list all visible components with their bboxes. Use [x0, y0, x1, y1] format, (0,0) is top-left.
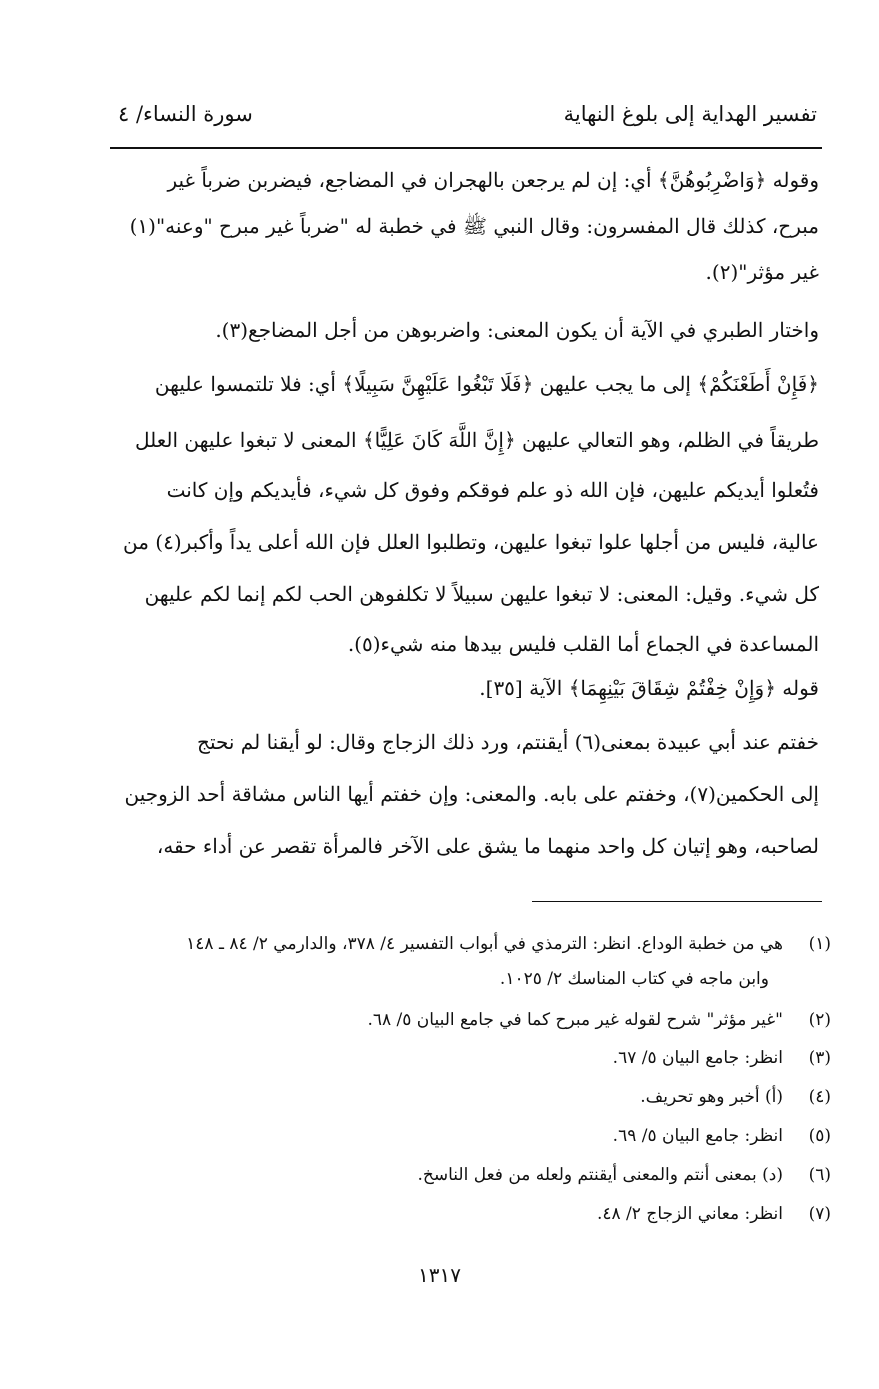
body-line: إلى الحكمين(٧)، وخفتم على بابه. والمعنى: وإن خفتم أيها الناس مشاقة أحد الزوجين — [124, 782, 819, 806]
footnote-number: (٢) — [808, 1010, 831, 1030]
body-line: فتُعلوا أيديكم عليهن، فإن الله ذو علم فوقكم وفوق كل شيء، فأيديكم وإن كانت — [166, 478, 819, 502]
body-line: كل شيء. وقيل: المعنى: لا تبغوا عليهن سبيلاً لا تكلفوهن الحب لكم إنما لكم عليهن — [144, 582, 819, 606]
footnote-number: (٥) — [808, 1126, 831, 1146]
body-line: مبرح، كذلك قال المفسرون: وقال النبي ﷺ في خطبة له "ضرباً غير مبرح "وعنه"(١) — [129, 214, 819, 238]
footnote-text: انظر: جامع البيان ٥/ ٦٧. — [612, 1048, 783, 1068]
page-number: ١٣١٧ — [418, 1263, 461, 1287]
footnote-text: (أ) أخبر وهو تحريف. — [640, 1087, 783, 1107]
footnote-text: هي من خطبة الوداع. انظر: الترمذي في أبواب التفسير ٤/ ٣٧٨، والدارمي ٢/ ٨٤ ـ ١٤٨ — [186, 934, 783, 954]
body-line: لصاحبه، وهو إتيان كل واحد منهما ما يشق على الآخر فالمرأة تقصر عن أداء حقه، — [156, 834, 819, 858]
footnote-1 — [71, 927, 831, 961]
footnote-number: (٦) — [808, 1165, 831, 1185]
footnote-4 — [71, 1080, 831, 1114]
footnote-5 — [71, 1119, 831, 1153]
footnote-text: (د) بمعنى أنتم والمعنى أيقنتم ولعله من فعل الناسخ. — [417, 1165, 783, 1185]
footnote-text: انظر: معاني الزجاج ٢/ ٤٨. — [596, 1204, 783, 1224]
footnote-number: (٣) — [808, 1048, 831, 1068]
footnote-number: (١) — [808, 934, 831, 954]
body-line: واختار الطبري في الآية أن يكون المعنى: واضربوهن من أجل المضاجع(٣). — [215, 318, 819, 342]
body-line: طريقاً في الظلم، وهو التعالي عليهن ﴿إِنَّ اللَّهَ كَانَ عَلِيًّا﴾ المعنى لا تبغوا عليهن العلل — [134, 428, 819, 452]
footnote-text: انظر: جامع البيان ٥/ ٦٩. — [612, 1126, 783, 1146]
footnote-2 — [71, 1003, 831, 1037]
body-line: ﴿فَإِنْ أَطَعْنَكُمْ﴾ إلى ما يجب عليهن ﴿فَلَا تَبْغُوا عَلَيْهِنَّ سَبِيلًا﴾ أي: فلا تلتمسوا عليهن — [154, 372, 819, 396]
body-line: خفتم عند أبي عبيدة بمعنى(٦) أيقنتم، ورد ذلك الزجاج وقال: لو أيقنا لم نحتج — [197, 730, 819, 754]
body-line: عالية، فليس من أجلها علوا تبغوا عليهن، وتطلبوا العلل فإن الله أعلى يداً وأكبر(٤) من — [122, 530, 819, 554]
footnote-text: "غير مؤثر" شرح لقوله غير مبرح كما في جامع البيان ٥/ ٦٨. — [367, 1010, 783, 1030]
header-rule — [110, 147, 822, 149]
body-line: وقوله ﴿وَاضْرِبُوهُنَّ﴾ أي: إن لم يرجعن بالهجران في المضاجع، فيضربن ضرباً غير — [167, 168, 819, 192]
body-line: غير مؤثر"(٢). — [705, 260, 819, 284]
footnote-6 — [71, 1158, 831, 1192]
verse-heading: قوله ﴿وَإِنْ خِفْتُمْ شِقَاقَ بَيْنِهِمَا﴾ الآية [٣٥]. — [479, 676, 819, 700]
running-header-title: تفسير الهداية إلى بلوغ النهاية — [563, 102, 817, 126]
footnote-number: (٧) — [808, 1204, 831, 1224]
footnote-3 — [71, 1041, 831, 1075]
footnote-1-continuation: وابن ماجه في كتاب المناسك ٢/ ١٠٢٥. — [499, 969, 769, 989]
running-header-surah: سورة النساء/ ٤ — [118, 102, 253, 126]
footnote-7 — [71, 1197, 831, 1231]
footnote-rule — [532, 901, 822, 902]
footnote-number: (٤) — [808, 1087, 831, 1107]
body-line: المساعدة في الجماع أما القلب فليس بيدها منه شيء(٥). — [347, 632, 819, 656]
